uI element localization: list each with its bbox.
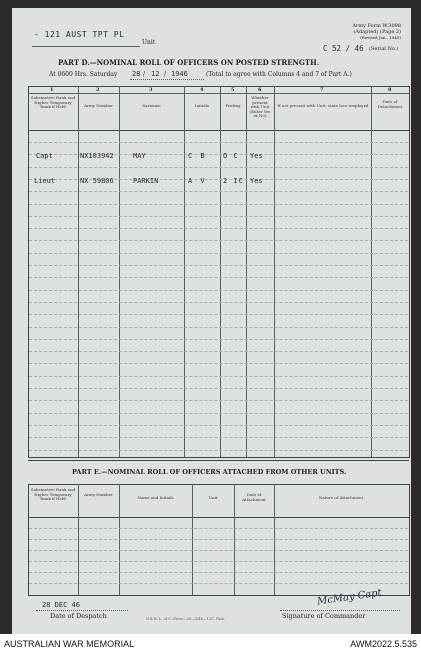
ruled-line <box>29 142 408 143</box>
col-num-7: 7 <box>320 87 324 93</box>
date-day: 28 <box>132 70 141 78</box>
row1-posting: O C <box>223 152 239 160</box>
row1-initials: C B <box>188 152 207 160</box>
commander-signature: McMay Capt <box>316 587 383 608</box>
col-num-2: 2 <box>96 87 100 93</box>
caption-left: AUSTRALIAN WAR MEMORIAL <box>4 639 135 649</box>
unit-label: Unit <box>142 39 156 46</box>
col-header-present: Whether present with Unit (Enter Yes or No) <box>249 95 271 119</box>
e-col-header-rank: Substantive Rank and Higher Temporary Rank if Held <box>30 487 76 502</box>
e-col-header-unit: Unit <box>208 495 218 500</box>
col-header-detachment: Date of Detachment <box>377 99 403 109</box>
ruled-line <box>29 314 408 315</box>
ruled-line <box>29 302 408 303</box>
date-month: 12 <box>151 70 160 78</box>
col-num-6: 6 <box>258 87 262 93</box>
row1-number: NX103942 <box>80 152 114 160</box>
despatch-label: Date of Despatch <box>50 612 107 620</box>
row2-present: Yes <box>250 177 263 185</box>
row2-posting: 2 IC <box>223 177 244 185</box>
date-note: (Total to agree with Columns 4 and 7 of Part A.) <box>206 71 352 78</box>
ruled-line <box>29 413 408 414</box>
ruled-line <box>29 450 408 451</box>
row2-surname: PARKIN <box>133 177 159 185</box>
e-col-header-army-number: Army Number <box>84 492 113 497</box>
col-num-8: 8 <box>388 87 392 93</box>
archive-caption-bar <box>0 634 421 653</box>
e-col-header-nature: Nature of Attachment <box>318 495 364 500</box>
ruled-line <box>29 351 408 352</box>
row1-rank: Capt <box>36 152 53 160</box>
ruled-line <box>29 277 408 278</box>
ruled-line <box>29 167 408 168</box>
part-e-title: PART E.—NOMINAL ROLL OF OFFICERS ATTACHED FROM OTHER UNITS. <box>72 468 347 476</box>
col-header-army-number: Army Number <box>84 103 113 108</box>
despatch-date-typed: 28 DEC 46 <box>42 601 80 609</box>
ruled-line <box>29 327 408 328</box>
col-header-initials: Initials <box>194 103 210 108</box>
ruled-line <box>29 290 408 291</box>
part-e-table <box>28 484 410 596</box>
ruled-line <box>29 400 408 401</box>
row1-surname: MAY <box>133 152 146 160</box>
col-num-4: 4 <box>200 87 204 93</box>
col-num-3: 3 <box>149 87 153 93</box>
date-year: 1946 <box>171 70 188 78</box>
ruled-line <box>29 561 408 562</box>
ruled-line <box>29 363 408 364</box>
col-num-5: 5 <box>231 87 235 93</box>
ruled-line <box>29 240 408 241</box>
caption-right: AWM2022.5.535 <box>350 639 417 649</box>
ruled-line <box>29 216 408 217</box>
ruled-line <box>29 253 408 254</box>
document-sheet: - 121 AUST TPT PL Unit Army Form W.3098 (Adapted) (Page 2) (Revised Jan., 1945) C 52 / 46 (Serial No.) PART D.—NOMINAL ROLL OF OFFICERS ON POSTED STRENGTH. At 0600 Hrs. Saturday 28 / 12 / 1946 (Total to agree with Columns 4 and 7 of Part A.) 1 2 3 4 5 6 7 8 Substantive Rank and Higher Temporary Rank if Held Army Number Surname Initials Posting Whether present with Unit (Enter Yes or No) If not present with Unit, state how employed Date of Detachment Capt NX103942 MAY C B O C Yes Lieut NX 59806 PARKIN A V 2 IC Yes PART E.—NOMINAL ROLL OF OFFICERS ATTACHED FROM OTHER UNITS. Substantive Rank and Higher Temporary Rank if Held Army Number Name and Initials Unit Date of Attachment Nature of Attachment 28 DEC 46 Date of Despatch N.S.W. L. of C. Press—29—3/46—12C. Pads McMay Capt Signature of Commander <box>12 8 411 634</box>
e-col-header-date: Date of Attachment <box>242 492 266 502</box>
date-prefix: At 0600 Hrs. Saturday <box>49 71 118 78</box>
col-header-posting: Posting <box>225 103 241 108</box>
ruled-line <box>29 437 408 438</box>
part-d-title: PART D.—NOMINAL ROLL OF OFFICERS ON POSTED STRENGTH. <box>58 58 320 67</box>
ruled-line <box>29 528 408 529</box>
printer-note: N.S.W. L. of C. Press—29—3/46—12C. Pads <box>146 617 225 621</box>
unit-typed: - 121 AUST TPT PL <box>34 30 125 39</box>
form-ref-line2: (Adapted) (Page 2) <box>353 29 401 35</box>
signature-label: Signature of Commander <box>282 612 366 620</box>
ruled-line <box>29 204 408 205</box>
ruled-line <box>29 376 408 377</box>
row1-present: Yes <box>250 152 263 160</box>
ruled-line <box>29 572 408 573</box>
e-col-header-name: Name and Initials <box>137 495 174 500</box>
col-num-1: 1 <box>50 87 54 93</box>
ruled-line <box>29 265 408 266</box>
form-ref-line1: Army Form W.3098 <box>352 23 401 29</box>
ruled-line <box>29 228 408 229</box>
col-header-surname: Surname <box>142 103 161 108</box>
form-ref-line3: (Revised Jan., 1945) <box>360 35 401 40</box>
col-header-employed: If not present with Unit, state how employed <box>277 103 369 108</box>
col-header-rank: Substantive Rank and Higher Temporary Rank if Held <box>30 95 76 110</box>
ruled-line <box>29 339 408 340</box>
ruled-line <box>29 550 408 551</box>
ruled-line <box>29 388 408 389</box>
ruled-line <box>29 191 408 192</box>
row2-rank: Lieut <box>34 177 56 185</box>
ruled-line <box>29 425 408 426</box>
ruled-line <box>29 539 408 540</box>
serial-label: (Serial No.) <box>369 46 399 52</box>
row2-number: NX 59806 <box>80 177 114 185</box>
row2-initials: A V <box>188 177 207 185</box>
serial-typed: C 52 / 46 <box>323 44 364 53</box>
ruled-line <box>29 583 408 584</box>
